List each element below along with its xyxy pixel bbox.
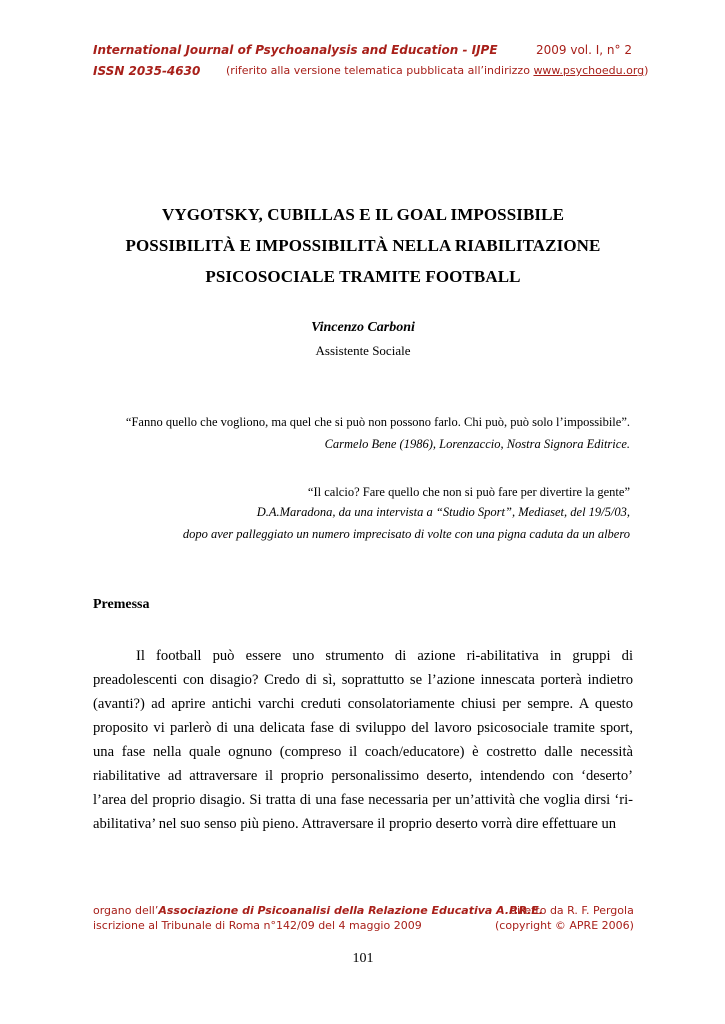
author-name: Vincenzo Carboni: [311, 320, 415, 335]
author-role: Assistente Sociale: [315, 343, 411, 358]
footer-organ: [93, 904, 543, 917]
reference-prefix: (riferito alla versione telematica pubblicata all’indirizzo: [226, 64, 534, 77]
body-line: Il football può essere uno strumento di azione ri-abilitativa in gruppi di: [136, 648, 633, 664]
body-line: preadolescenti con disagio? Credo di sì, soprattutto se l’azione innescata porterà indietro: [93, 672, 633, 688]
body-line: (avanti?) ad aprire antichi varchi creduti consolatoriamente chiusi per sempre. A questo: [93, 696, 633, 712]
body-line: abilitativa’ nel suo senso più pieno. Attraversare il proprio deserto vorrà dire effettuare un: [93, 816, 617, 832]
page-number: 101: [352, 951, 374, 966]
epigraph-source-2: D.A.Maradona, da una intervista a “Studio Sport”, Mediaset, del 19/5/03,: [256, 505, 630, 519]
article-title-line-3: PSICOSOCIALE TRAMITE FOOTBALL: [205, 267, 521, 286]
journal-title: International Journal of Psychoanalysis and Education - IJPE: [93, 43, 498, 57]
issn: ISSN 2035-4630: [93, 64, 201, 78]
volume-info: 2009 vol. I, n° 2: [536, 43, 632, 57]
footer-organ-name: Associazione di Psicoanalisi della Relazione Educativa A.P.R.E.: [158, 904, 543, 917]
reference-suffix: ): [644, 64, 649, 77]
body-line: riabilitative ad attraversare il proprio personalissimo deserto, intendendo con ‘deserto’: [93, 768, 633, 784]
footer-organ-prefix: organo dell’: [93, 904, 159, 917]
footer-registration: iscrizione al Tribunale di Roma n°142/09 del 4 maggio 2009: [93, 919, 422, 932]
epigraph-quote-2: “Il calcio? Fare quello che non si può fare per divertire la gente”: [307, 485, 630, 499]
section-heading: Premessa: [93, 597, 150, 612]
reference-note: [226, 64, 648, 77]
footer-director: diretto da R. F. Pergola: [510, 904, 634, 917]
footer-copyright: (copyright © APRE 2006): [495, 919, 634, 932]
epigraph-source-2-continued: dopo aver palleggiato un numero imprecisato di volte con una pigna caduta da un albero: [182, 527, 630, 541]
epigraph-source-1: Carmelo Bene (1986), Lorenzaccio, Nostra Signora Editrice.: [324, 437, 630, 451]
article-title-line-1: VYGOTSKY, CUBILLAS E IL GOAL IMPOSSIBILE: [161, 205, 565, 224]
journal-link[interactable]: www.psychoedu.org: [533, 64, 645, 77]
article-title-line-2: POSSIBILITÀ E IMPOSSIBILITÀ NELLA RIABILITAZIONE: [125, 236, 601, 255]
body-line: proposito vi parlerò di una delicata fase di sviluppo del lavoro psicosociale tramite sport,: [93, 720, 633, 736]
body-line: l’area del proprio disagio. Si tratta di una fase necessaria per un’attività che voglia dirsi ‘ri-: [93, 792, 633, 808]
body-line: una fase nella quale ognuno (compreso il coach/educatore) è costretto dalle necessità: [93, 744, 633, 760]
epigraph-quote-1: “Fanno quello che vogliono, ma quel che si può non possono farlo. Chi può, può solo l’impossibile”.: [125, 415, 630, 429]
